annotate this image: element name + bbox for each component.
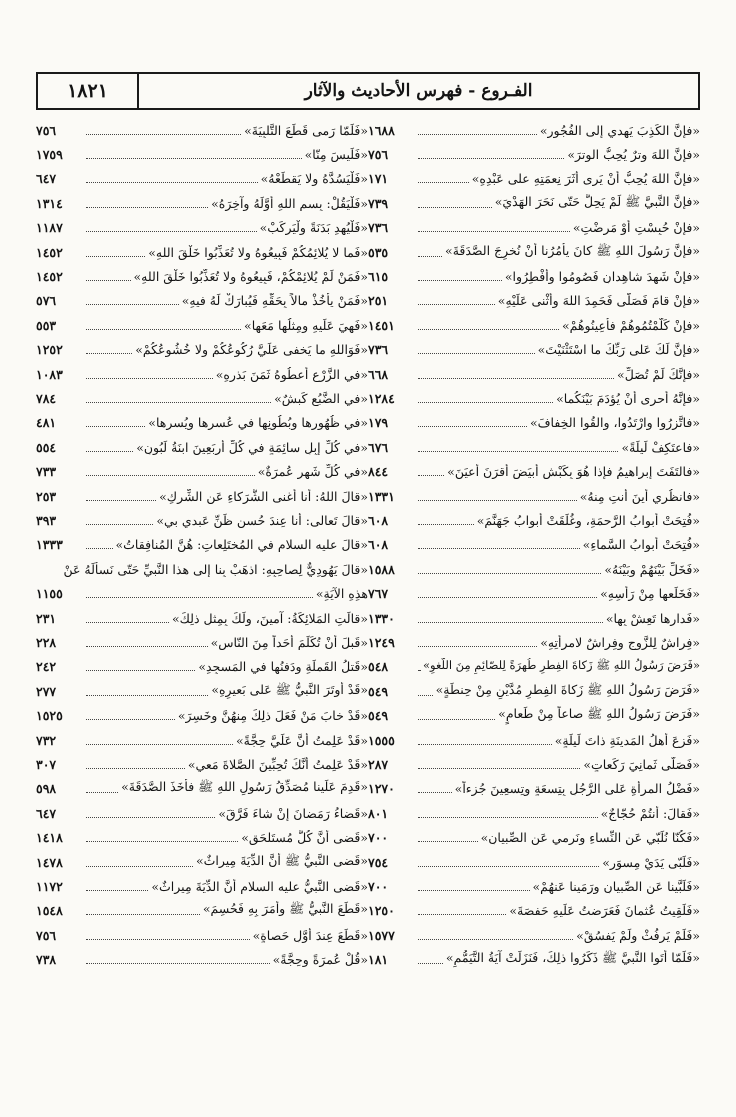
dot-leader <box>418 475 444 476</box>
dot-leader <box>86 134 241 135</box>
dot-leader <box>86 866 193 867</box>
page-reference: ١٥٢٥ <box>36 708 63 724</box>
index-entry <box>368 338 700 362</box>
index-columns <box>36 118 700 1018</box>
index-entry <box>36 850 368 874</box>
index-entry <box>36 289 368 313</box>
hadith-text: «قَدْ خابَ مَنْ فَعَلَ ذلِكَ مِنهُنَّ وخَسِرَ» <box>177 708 368 724</box>
dot-leader <box>86 256 145 257</box>
hadith-text: «فإنَّ اللهَ وِترٌ يُحِبُّ الوِترَ» <box>567 147 700 163</box>
index-entry <box>368 728 700 752</box>
index-entry <box>36 801 368 825</box>
hadith-text: «فَمَنْ يأخُذْ مالاً بِحَقِّهِ فَيُبارَكْ لَهُ فيهِ» <box>181 293 368 309</box>
index-entry <box>36 411 368 435</box>
page-reference: ٢٥١ <box>368 293 389 309</box>
dot-leader <box>418 426 527 427</box>
page-reference: ١٤٥٢ <box>36 269 63 285</box>
index-entry <box>368 948 700 972</box>
index-entry <box>36 508 368 532</box>
hadith-text: «فَوَاللهِ ما يَخفى عَلَيَّ رُكُوعُكُمْ ولا خُشُوعُكُمْ» <box>135 342 368 358</box>
page-reference: ٥٥٣ <box>36 317 57 333</box>
dot-leader <box>418 719 495 720</box>
page-reference: ٧٠٠ <box>368 830 389 846</box>
page-reference: ٧٣٣ <box>36 464 57 480</box>
page-reference: ٢٨٧ <box>368 757 389 773</box>
dot-leader <box>418 768 580 769</box>
dot-leader <box>418 524 474 525</box>
dot-leader <box>418 134 537 135</box>
index-entry <box>368 484 700 508</box>
index-entry <box>36 460 368 484</box>
hadith-text: «فَرَضَ رَسُولُ اللهِ ﷺ زَكاةَ الفِطرِ مُدَّيْنِ مِنْ حِنطَةٍ» <box>435 681 700 697</box>
dot-leader <box>86 402 271 403</box>
page-reference: ١١٧٢ <box>36 879 63 895</box>
index-entry <box>368 899 700 923</box>
hadith-text: «قَدِمَ عَلَينا مُصَدِّقُ رَسُولِ اللهِ ﷺ فأخَذَ الصَّدَقَةَ» <box>121 779 368 795</box>
dot-leader <box>418 207 492 208</box>
hadith-text: «فإنَّ لَكَ عَلى رَبِّكَ ما اسْتَثْنَيْتَ» <box>537 342 700 358</box>
page-reference: ٢٥٣ <box>36 488 57 504</box>
page-reference: ٥٥٤ <box>36 439 57 455</box>
dot-leader <box>86 744 233 745</box>
dot-leader <box>86 158 302 159</box>
hadith-text: «فإنْ قامَ فَصَلّى فَحَمِدَ اللهَ وأثْنى عَلَيْهِ» <box>497 293 700 309</box>
dot-leader <box>86 914 200 915</box>
page-reference: ٦٠٨ <box>368 513 389 529</box>
page-reference: ١٣٣١ <box>368 488 395 504</box>
index-entry <box>36 582 368 606</box>
page-reference: ١٦٨٨ <box>368 122 395 138</box>
hadith-text: «فِراشٌ لِلزَّوجِ وفِراشٌ لامرأتِهِ» <box>540 635 700 651</box>
hadith-text: «فَدارِها تَعِشْ بِها» <box>605 610 700 626</box>
index-entry <box>36 338 368 362</box>
index-entry <box>36 313 368 337</box>
page-reference: ٦٠٨ <box>368 537 389 553</box>
page-reference: ١٥٨٨ <box>368 561 395 577</box>
page-reference: ٧٣٩ <box>368 195 389 211</box>
index-entry <box>368 411 700 435</box>
dot-leader <box>418 890 530 891</box>
left-column <box>36 118 368 1018</box>
hadith-text: «فإنَّهُ أحرى أنْ يُؤدَمَ بَيْنَكُما» <box>556 391 700 407</box>
dot-leader <box>418 304 495 305</box>
index-entry <box>368 801 700 825</box>
page-reference: ٣٩٣ <box>36 513 57 529</box>
index-entry <box>36 777 368 801</box>
page-reference: ١٢٥٠ <box>368 903 395 919</box>
hadith-text: «فإنْ كَلَّمْتُمُوهُمْ فأعِينُوهُمْ» <box>561 317 700 333</box>
page-reference: ١٧٩ <box>368 415 389 431</box>
dot-leader <box>418 573 601 574</box>
page-reference: ٦١٥ <box>368 269 389 285</box>
page-reference: ٥٣٥ <box>368 244 389 260</box>
page-reference: ١٠٨٣ <box>36 366 63 382</box>
page-reference: ٨٤٤ <box>368 464 389 480</box>
hadith-text: «فالتَفَتَ إبراهيمُ فإذا هُوَ بِكَبْشٍ أبيَضَ أقرَنَ أعيَنَ» <box>447 464 700 480</box>
dot-leader <box>418 695 433 696</box>
dot-leader <box>418 158 564 159</box>
page-reference: ١٥٥٥ <box>368 732 395 748</box>
dot-leader <box>86 426 145 427</box>
dot-leader <box>86 622 169 623</box>
hadith-text: «قالَ يَهُودِيٌّ لِصاحِبِهِ: اذهَبْ بِنا إلى هذا النَّبيِّ حَتّى نَسألَهُ عَنْ <box>63 561 368 577</box>
dot-leader <box>86 548 113 549</box>
page-reference: ٥٩٨ <box>36 781 57 797</box>
hadith-text: «في الزَّرْعِ أعطُوهُ ثَمَنَ بَذرِهِ» <box>215 366 368 382</box>
dot-leader <box>418 182 469 183</box>
hadith-text: «في ظُهُورِها وبُطُونِها في عُسرِها ويُسرِها» <box>148 415 368 431</box>
index-entry <box>368 533 700 557</box>
hadith-text: «فإنَّ رَسُولَ اللهِ ﷺ كانَ يأمُرُنا أنْ نُخرِجَ الصَّدَقَةَ» <box>445 242 700 258</box>
index-entry <box>36 899 368 923</box>
dot-leader <box>418 353 535 354</box>
index-entry <box>368 142 700 166</box>
page-reference: ٧٣٦ <box>368 220 389 236</box>
hadith-text: «فإنَّ الكَذِبَ يَهدي إلى الفُجُورِ» <box>539 122 700 138</box>
index-entry <box>36 923 368 947</box>
page-reference: ١٧٥٩ <box>36 147 63 163</box>
hadith-text: «فَكُنّا نُلَبّي عَنِ النِّساءِ ونَرمي عَنِ الصِّبيانِ» <box>480 830 700 846</box>
hadith-text: «فإنَّكَ لَمْ تُصَلِّ» <box>617 366 700 382</box>
dot-leader <box>86 353 132 354</box>
index-entry <box>36 826 368 850</box>
dot-leader <box>86 963 270 964</box>
dot-leader <box>418 646 537 647</box>
page-reference: ١٧١ <box>368 171 389 187</box>
hadith-text: «فَما لا يُلائِمُكُمْ فَبِيعُوهُ ولا تُعَذِّبُوا خَلْقَ اللهِ» <box>148 244 368 260</box>
dot-leader <box>418 622 603 623</box>
page-reference: ١٣١٤ <box>36 195 63 211</box>
index-entry <box>368 557 700 581</box>
page-reference: ١١٨٧ <box>36 220 63 236</box>
dot-leader <box>86 182 258 183</box>
hadith-text: «فإنْ حُبِسْتِ أوْ مَرِضْتِ» <box>572 220 700 236</box>
dot-leader <box>86 475 255 476</box>
hadith-text: «فَلَمّا أتَوا النَّبيَّ ﷺ ذَكَرُوا ذلِكَ، فَنَزَلَتْ آيَةُ التَّيَمُّمِ» <box>445 950 700 966</box>
page-reference: ٥٤٩ <box>368 708 389 724</box>
dot-leader <box>418 939 573 940</box>
index-entry <box>368 826 700 850</box>
hadith-text: «فَزِعَ أهلُ المَدينَةِ ذاتَ لَيلَةٍ» <box>554 732 700 748</box>
index-entry <box>368 582 700 606</box>
page-reference: ٣٠٧ <box>36 757 57 773</box>
hadith-text: «قالَ اللهُ: أنا أغنى الشُّرَكاءِ عَنِ الشِّركِ» <box>159 488 368 504</box>
hadith-text: «فَلْيَسُدَّهُ ولا يَقطَعْهُ» <box>260 171 368 187</box>
page-reference: ٦٦٨ <box>368 366 389 382</box>
index-entry <box>36 386 368 410</box>
page-reference: ١٤٧٨ <box>36 854 63 870</box>
hadith-text: «قَطَعَ عِندَ أوَّلِ حَصاةٍ» <box>252 927 368 943</box>
hadith-text: «فاتَّزِرُوا وارْتَدُوا، والقُوا الخِفافَ» <box>529 415 700 431</box>
hadith-text: «فَهِيَ عَلَيهِ ومِثلُها مَعَها» <box>244 317 368 333</box>
dot-leader <box>418 402 553 403</box>
index-entry <box>368 508 700 532</box>
hadith-text: «قالَتِ المَلائِكَةُ: آمينَ، ولَكَ بِمِثلِ ذلِكَ» <box>171 610 368 626</box>
index-entry <box>36 191 368 215</box>
page-header <box>36 72 700 110</box>
hadith-text: «قَضاءُ رَمَضانَ إنْ شاءَ فَرَّقَ» <box>218 805 368 821</box>
page-reference: ٨٠١ <box>368 805 389 821</box>
page-reference: ٢٤٢ <box>36 659 57 675</box>
hadith-text: «فَلْيُهدِ بَدَنَةً ولْيَركَبْ» <box>259 220 368 236</box>
page-reference: ١٤١٨ <box>36 830 63 846</box>
hadith-text: «فَلَقِيتُ عُثمانَ فَعَرَضتُ عَلَيهِ حَفصَةَ» <box>509 903 700 919</box>
hadith-text: «قَدْ أوتَرَ النَّبيُّ ﷺ عَلى بَعيرِهِ» <box>211 681 368 697</box>
index-entry <box>36 118 368 142</box>
index-entry <box>36 484 368 508</box>
index-entry <box>368 313 700 337</box>
page-reference: ٧٥٦ <box>36 122 57 138</box>
dot-leader <box>86 231 257 232</box>
index-entry <box>368 264 700 288</box>
index-entry <box>36 167 368 191</box>
dot-leader <box>86 792 118 793</box>
index-entry <box>368 923 700 947</box>
index-entry <box>368 752 700 776</box>
page-reference: ٥٤٨ <box>368 659 389 675</box>
hadith-text: «فإنَّ النَّبيَّ ﷺ لَمْ يَحِلَّ حَتّى نَحَرَ الهَدْيَ» <box>494 193 700 209</box>
hadith-text: «فَرَضَ رَسُولُ اللهِ ﷺ صاعاً مِنْ طَعامٍ» <box>498 706 700 722</box>
page-reference: ٧٠٠ <box>368 879 389 895</box>
page-reference: ١٢٧٠ <box>368 781 395 797</box>
dot-leader <box>86 207 208 208</box>
hadith-text: «فَمَنْ لَمْ يُلائِمْكُمْ، فَبِيعُوهُ ولا تُعَذِّبُوا خَلْقَ اللهِ» <box>133 269 368 285</box>
page-reference: ٢٢٨ <box>36 635 57 651</box>
index-entry <box>368 777 700 801</box>
page-reference: ١٢٤٩ <box>368 635 395 651</box>
dot-leader <box>86 695 208 696</box>
hadith-text: «فاعتَكِفْ لَيلَةً» <box>621 439 700 455</box>
dot-leader <box>86 768 185 769</box>
index-entry <box>368 167 700 191</box>
hadith-text: «قَتلُ القَملَةِ ودَفنُها في المَسجِدِ» <box>198 659 368 675</box>
hadith-text: «فإنَّ اللهَ يُحِبُّ أنْ يَرى أثَرَ نِعمَتِهِ على عَبْدِهِ» <box>471 171 700 187</box>
index-entry <box>368 606 700 630</box>
dot-leader <box>86 451 133 452</box>
hadith-text: «في كُلِّ شَهرٍ عُمرَةٌ» <box>257 464 368 480</box>
index-entry <box>36 362 368 386</box>
dot-leader <box>418 963 443 964</box>
index-entry <box>36 533 368 557</box>
hadith-text: «فُتِحَتْ أبوابُ السَّماءِ» <box>582 537 700 553</box>
page-reference: ٢٧٧ <box>36 683 57 699</box>
dot-leader <box>86 939 250 940</box>
page-reference: ١٥٧٧ <box>368 927 395 943</box>
hadith-text: «فَلْيَقُلْ: بِسمِ اللهِ أوَّلَهُ وآخِرَهُ» <box>211 195 368 211</box>
hadith-text: «فَرَضَ رَسُولُ اللهِ ﷺ زَكاةَ الفِطرِ طُهرَةً لِلصّائِمِ مِنَ اللَّغوِ» <box>423 658 700 673</box>
dot-leader <box>418 792 452 793</box>
page-reference: ١٤٥١ <box>368 317 395 333</box>
dot-leader <box>418 231 570 232</box>
dot-leader <box>418 597 597 598</box>
index-entry <box>368 850 700 874</box>
hadith-text: هذِهِ الآيَةِ» <box>315 586 368 602</box>
hadith-text: «فَلَيسَ مِنّا» <box>304 147 368 163</box>
hadith-text: «فَقالَ: أنتُمْ حُجّاجٌ» <box>600 805 700 821</box>
dot-leader <box>418 914 506 915</box>
index-entry <box>368 460 700 484</box>
running-title: الفـروع - فهرس الأحاديث والآثار <box>304 81 533 101</box>
dot-leader <box>86 597 313 598</box>
index-entry <box>36 630 368 654</box>
dot-leader <box>418 670 420 671</box>
page-reference: ٦٧٦ <box>368 439 389 455</box>
index-entry <box>368 191 700 215</box>
page-reference: ٥٤٩ <box>368 683 389 699</box>
page-reference: ٥٧٦ <box>36 293 57 309</box>
page-reference: ٧٥٦ <box>36 927 57 943</box>
index-entry <box>36 948 368 972</box>
hadith-text: «قالَ عليه السلام في المُختَلِعاتِ: هُنَّ المُنافِقاتُ» <box>115 537 368 553</box>
dot-leader <box>418 451 618 452</box>
dot-leader <box>86 500 156 501</box>
index-entry <box>36 655 368 679</box>
hadith-text: «فَلَبَّينا عَنِ الصِّبيانِ ورَمَينا عَنهُمْ» <box>532 879 700 895</box>
page-number: ١٨٢١ <box>67 80 108 102</box>
page-reference: ٧٦٧ <box>368 586 389 602</box>
index-entry <box>36 752 368 776</box>
index-entry <box>36 728 368 752</box>
dot-leader <box>418 256 442 257</box>
page-reference: ٧٥٤ <box>368 854 389 870</box>
page-reference: ٦٤٧ <box>36 171 57 187</box>
dot-leader <box>418 866 599 867</box>
dot-leader <box>86 280 131 281</box>
dot-leader <box>86 890 148 891</box>
page-reference: ١٢٨٤ <box>368 391 395 407</box>
index-entry <box>36 874 368 898</box>
index-entry <box>36 606 368 630</box>
dot-leader <box>418 841 478 842</box>
index-entry <box>36 704 368 728</box>
hadith-text: «فَلَمّا رَمى قَطَعَ التَّلبِيَةَ» <box>244 122 368 138</box>
hadith-text: «في كُلِّ إبِلٍ سائِمَةٍ في كُلِّ أربَعِينَ ابنَةُ لَبُونٍ» <box>136 439 368 455</box>
hadith-text: «في الضَّبُعِ كَبشٌ» <box>274 391 368 407</box>
index-entry <box>368 435 700 459</box>
index-entry <box>368 679 700 703</box>
index-entry <box>368 630 700 654</box>
dot-leader <box>86 304 179 305</box>
index-entry <box>368 289 700 313</box>
index-entry <box>368 704 700 728</box>
index-entry <box>36 679 368 703</box>
hadith-text: «فَخَلِّ بَيْنَهُمْ وبَيْنَهُ» <box>604 561 700 577</box>
dot-leader <box>86 719 175 720</box>
index-entry <box>36 240 368 264</box>
dot-leader <box>418 817 598 818</box>
dot-leader <box>418 500 577 501</box>
index-entry <box>36 264 368 288</box>
hadith-text: «قالَ تَعالى: أنا عِندَ حُسنِ ظَنِّ عَبدي بي» <box>156 513 368 529</box>
index-entry <box>368 655 700 679</box>
hadith-text: «فُتِحَتْ أبوابُ الرَّحمَةِ، وغُلِّقَتْ أبوابُ جَهَنَّمَ» <box>476 513 700 529</box>
page-reference: ٧٣٢ <box>36 732 57 748</box>
hadith-text: «فَخَلَعها مِنْ رَأسِهِ» <box>600 586 700 602</box>
index-entry <box>36 142 368 166</box>
index-entry <box>368 118 700 142</box>
dot-leader <box>86 524 153 525</box>
hadith-text: «فَلَمْ يَرفُثْ ولَمْ يَفسُقْ» <box>576 927 700 943</box>
dot-leader <box>418 744 552 745</box>
hadith-text: «قَطَعَ النَّبيُّ ﷺ وأمَرَ بِهِ فَحُسِمَ» <box>202 901 368 917</box>
page-reference: ٢٣١ <box>36 610 57 626</box>
index-entry <box>36 216 368 240</box>
dot-leader <box>418 548 580 549</box>
index-entry <box>368 240 700 264</box>
hadith-text: «قَضى أنَّ كُلَّ مُستَلحَقٍ» <box>241 830 368 846</box>
hadith-text: «قَضى النَّبيُّ عليه السلام أنَّ الدِّيَةَ مِيراثٌ» <box>151 879 368 895</box>
page-reference: ١١٥٥ <box>36 586 63 602</box>
dot-leader <box>86 817 215 818</box>
dot-leader <box>418 378 614 379</box>
dot-leader <box>86 378 213 379</box>
hadith-text: «فَلَبّى يَدَيْ مِسوَرٍ» <box>602 854 700 870</box>
page-reference: ٤٨١ <box>36 415 57 431</box>
page-reference: ١٢٥٢ <box>36 342 63 358</box>
index-entry <box>368 874 700 898</box>
page-reference: ١٨١ <box>368 952 389 968</box>
page-reference: ١٣٣٠ <box>368 610 395 626</box>
index-entry <box>36 435 368 459</box>
hadith-text: «فإنْ شَهِدَ شاهِدانِ فَصُومُوا وأفْطِرُوا» <box>504 269 700 285</box>
page-reference: ٧٣٦ <box>368 342 389 358</box>
page-reference: ٧٨٤ <box>36 391 57 407</box>
page-reference: ٧٥٦ <box>368 147 389 163</box>
page-reference: ٦٤٧ <box>36 805 57 821</box>
index-entry <box>36 557 368 581</box>
hadith-text: «فانظُري أينَ أنتِ مِنهُ» <box>579 488 700 504</box>
index-entry <box>368 386 700 410</box>
hadith-text: «قَدْ عَلِمتُ أنَّكَ تُحِبِّينَ الصَّلاةَ مَعي» <box>187 757 368 773</box>
hadith-text: «فَضْلُ المرأةِ عَلى الرَّجُلِ بِتِسعَةٍ وتِسعِينَ جُزءاً» <box>454 781 700 797</box>
page-reference: ٧٣٨ <box>36 952 57 968</box>
index-entry <box>368 362 700 386</box>
hadith-text: «قُلْ عُمرَةً وحِجَّةً» <box>272 952 368 968</box>
right-column <box>368 118 700 1018</box>
hadith-text: «قَبلَ أنْ تُكَلِّمَ أحَداً مِنَ النّاسِ» <box>210 635 368 651</box>
dot-leader <box>86 329 241 330</box>
dot-leader <box>86 670 195 671</box>
index-entry <box>368 216 700 240</box>
page-reference: ١٥٤٨ <box>36 903 63 919</box>
hadith-text: «قَدْ عَلِمتُ أنَّ عَلَيَّ حِجَّةً» <box>236 732 368 748</box>
hadith-text: «قَضى النَّبيُّ ﷺ أنَّ الدِّيَةَ مِيراثٌ» <box>195 852 368 868</box>
dot-leader <box>86 646 208 647</box>
page-reference: ١٣٣٣ <box>36 537 63 553</box>
dot-leader <box>418 329 559 330</box>
dot-leader <box>418 280 502 281</box>
hadith-text: «فَصَلّى ثَمانِيَ رَكَعاتٍ» <box>583 757 700 773</box>
page-reference: ١٤٥٢ <box>36 244 63 260</box>
dot-leader <box>86 841 238 842</box>
